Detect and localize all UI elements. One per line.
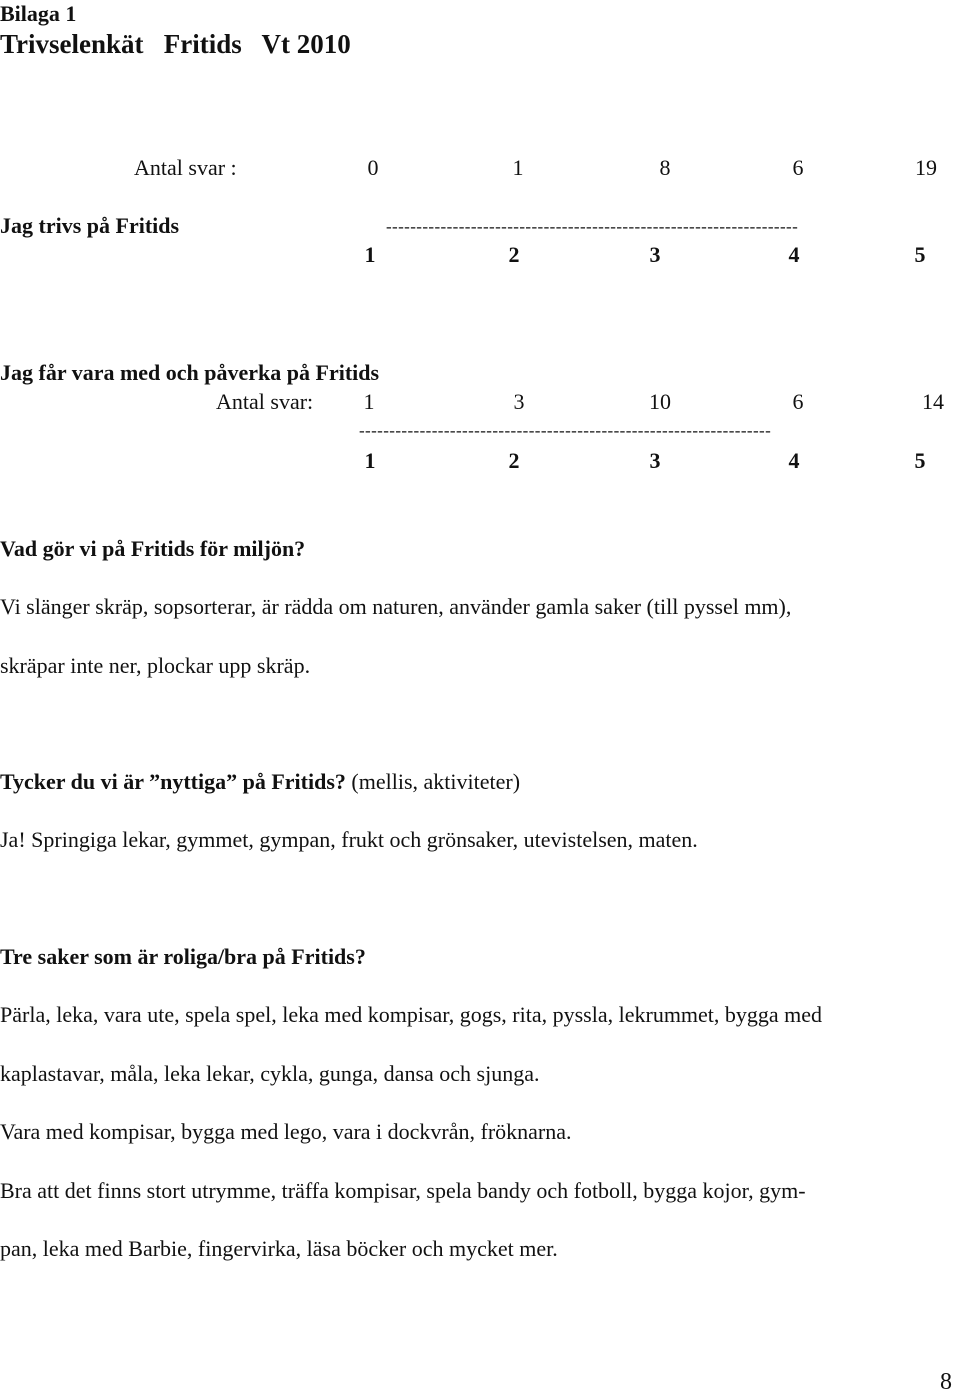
q1-scale-2: 2 xyxy=(508,242,520,267)
q1-question: Jag trivs på Fritids xyxy=(0,213,180,238)
q2-scale-2: 2 xyxy=(508,448,520,473)
q1-count-4: 6 xyxy=(792,155,804,180)
appendix-label: Bilaga 1 xyxy=(0,1,77,26)
q3-answer-line-1: Vi slänger skräp, sopsorterar, är rädda om naturen, använder gamla saker (till pyssel mm), xyxy=(0,594,792,619)
q2-scale-line: -------------------------------------------------------------------- xyxy=(359,422,772,439)
q3-question: Vad gör vi på Fritids för miljön? xyxy=(0,536,306,561)
q1-scale-1: 1 xyxy=(364,242,376,267)
q4-question-line xyxy=(0,771,520,793)
q1-scale-4: 4 xyxy=(788,242,800,267)
q1-scale-line: -------------------------------------------------------------------- xyxy=(386,218,799,235)
q5-answer-line-1: Pärla, leka, vara ute, spela spel, leka med kompisar, gogs, rita, pyssla, lekrummet, bygga med xyxy=(0,1002,823,1027)
q2-count-5: 14 xyxy=(922,389,944,414)
q5-answer-line-5: pan, leka med Barbie, fingervirka, läsa böcker och mycket mer. xyxy=(0,1236,558,1261)
page-title: Trivselenkät Fritids Vt 2010 xyxy=(0,29,351,59)
q4-question: Tycker du vi är ”nyttiga” på Fritids? xyxy=(0,769,346,794)
q5-question: Tre saker som är roliga/bra på Fritids? xyxy=(0,944,366,969)
q5-answer-line-4: Bra att det finns stort utrymme, träffa kompisar, spela bandy och fotboll, bygga kojor, gym- xyxy=(0,1178,806,1203)
q5-answer-line-2: kaplastavar, måla, leka lekar, cykla, gunga, dansa och sjunga. xyxy=(0,1061,540,1086)
q4-question-note: (mellis, aktiviteter) xyxy=(351,769,521,794)
q5-answer-line-3: Vara med kompisar, bygga med lego, vara i dockvrån, fröknarna. xyxy=(0,1119,572,1144)
page-number: 8 xyxy=(940,1369,952,1395)
q1-count-2: 1 xyxy=(512,155,524,180)
q1-scale-5: 5 xyxy=(914,242,926,267)
q2-count-3: 10 xyxy=(649,389,671,414)
q2-question: Jag får vara med och påverka på Fritids xyxy=(0,360,380,385)
q2-count-2: 3 xyxy=(513,389,525,414)
q2-count-4: 6 xyxy=(792,389,804,414)
q2-scale-3: 3 xyxy=(649,448,661,473)
q1-count-1: 0 xyxy=(367,155,379,180)
q2-count-1: 1 xyxy=(363,389,375,414)
q1-count-3: 8 xyxy=(659,155,671,180)
q1-count-5: 19 xyxy=(915,155,937,180)
q2-scale-1: 1 xyxy=(364,448,376,473)
q4-answer: Ja! Springiga lekar, gymmet, gympan, frukt och grönsaker, utevistelsen, maten. xyxy=(0,827,698,852)
q3-answer-line-2: skräpar inte ner, plockar upp skräp. xyxy=(0,653,311,678)
q1-scale-3: 3 xyxy=(649,242,661,267)
q2-count-label: Antal svar: xyxy=(216,389,314,414)
q1-count-label: Antal svar : xyxy=(134,155,237,180)
q2-scale-4: 4 xyxy=(788,448,800,473)
q2-scale-5: 5 xyxy=(914,448,926,473)
